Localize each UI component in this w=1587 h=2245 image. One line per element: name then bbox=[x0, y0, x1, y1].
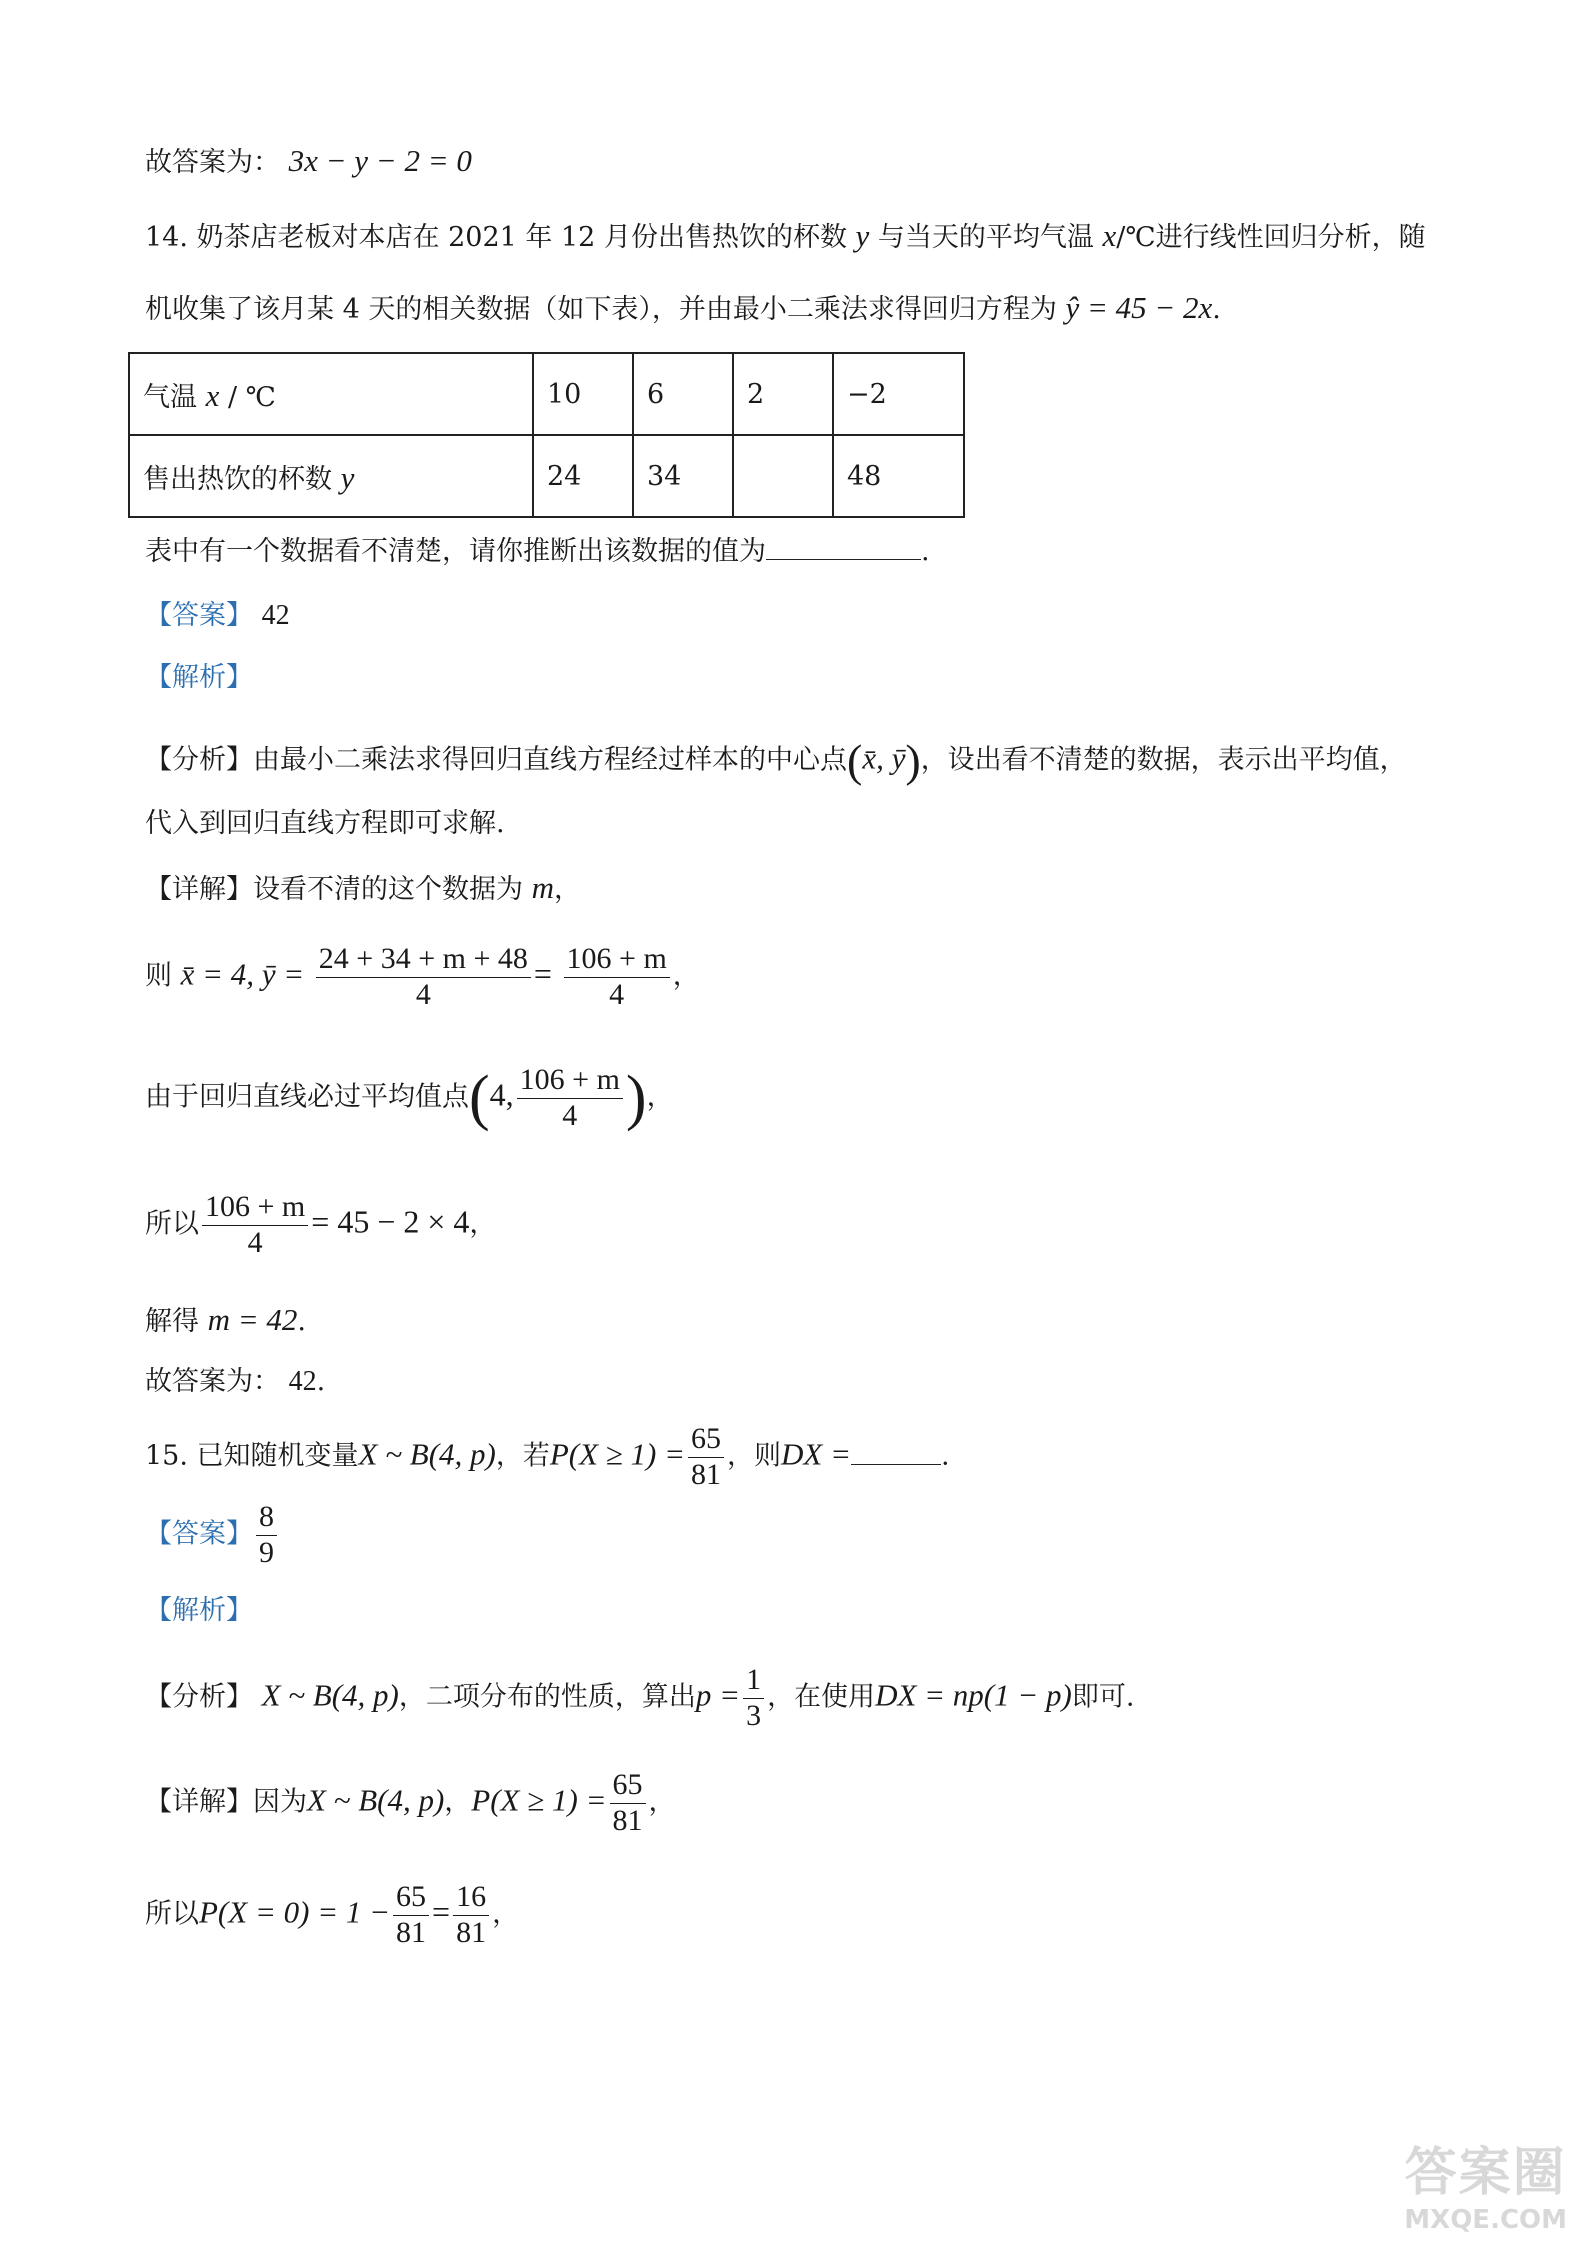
watermark-logo: 答案圈 MXQE.COM bbox=[1404, 2143, 1567, 2235]
table-cell: 34 bbox=[633, 435, 733, 517]
fraction: $\frac{65}{81}$ bbox=[610, 1768, 646, 1838]
xiangjie-label: 【详解】 bbox=[145, 874, 253, 905]
fraction: $\frac{16}{81}$ bbox=[453, 1880, 489, 1950]
table-cell: 10 bbox=[533, 353, 633, 435]
fenxi-label: 【分析】 bbox=[145, 744, 253, 776]
prev-answer-label: 故答案为： bbox=[145, 147, 280, 178]
answer-tag: 【答案】 bbox=[145, 600, 253, 631]
table-cell bbox=[733, 435, 833, 517]
q14-fenxi-line-1: 【分析】由最小二乘法求得回归直线方程经过样本的中心点(x̄, ȳ)，设出看不清楚的数据，表示出平均值， bbox=[145, 735, 1407, 786]
table-cell: 24 bbox=[533, 435, 633, 517]
fraction: $\frac{1}{3}$ bbox=[743, 1663, 764, 1733]
q14-mean-line: 则 x̄ = 4, ȳ = $\frac{24 + 34 + m + 48}{4}$ = $\frac{106 + m}{4}$ ， bbox=[145, 942, 700, 1011]
prev-answer-expr: 3x − y − 2 = 0 bbox=[288, 143, 472, 178]
q14-text-d: 机收集了该月某 4 天的相关数据（如下表），并由最小二乘法求得回归方程为 bbox=[145, 294, 1057, 325]
q14-line-2: 机收集了该月某 4 天的相关数据（如下表），并由最小二乘法求得回归方程为 ŷ = 45 − 2x. bbox=[145, 290, 1221, 325]
answer-blank bbox=[766, 559, 921, 560]
fraction: $\frac{8}{9}$ bbox=[256, 1500, 277, 1570]
q15-fenxi-line: 【分析】 X ~ B(4, p)，二项分布的性质，算出p = $\frac{1}{3}$ ，在使用DX = np(1 − p)即可. bbox=[145, 1663, 1135, 1732]
table-row-label: 售出热饮的杯数 y bbox=[129, 435, 533, 517]
q14-data-table bbox=[128, 352, 965, 518]
fraction: $\frac{24 + 34 + m + 48}{4}$ bbox=[316, 942, 531, 1012]
q14-after-table: 表中有一个数据看不清楚，请你推断出该数据的值为 . bbox=[145, 536, 930, 567]
prev-answer-line bbox=[145, 145, 472, 176]
q14-answer: 42 bbox=[261, 600, 290, 631]
q15-analysis-tag: 【解析】 bbox=[145, 1595, 253, 1626]
table-row bbox=[129, 435, 964, 517]
table-cell: 48 bbox=[833, 435, 964, 517]
q15-answer-line bbox=[145, 1500, 280, 1570]
q14-var-y: y bbox=[855, 218, 870, 253]
q14-final-line: 故答案为： 42. bbox=[145, 1366, 326, 1397]
q14-number: 14. bbox=[145, 222, 188, 253]
q14-fenxi-line-2: 代入到回归直线方程即可求解. bbox=[145, 808, 505, 839]
q14-var-x: x bbox=[1102, 218, 1117, 253]
q14-text-b: 与当天的平均气温 bbox=[877, 222, 1094, 253]
answer-tag: 【答案】 bbox=[145, 1518, 253, 1550]
fraction: $\frac{106 + m}{4}$ bbox=[202, 1190, 308, 1260]
fraction: $\frac{106 + m}{4}$ bbox=[517, 1063, 623, 1133]
table-cell: −2 bbox=[833, 353, 964, 435]
q14-analysis-tag: 【解析】 bbox=[145, 662, 253, 693]
q15-line: 15. 已知随机变量X ~ B(4, p)，若P(X ≥ 1) = $\frac{65}{81}$ ，则DX = . bbox=[145, 1422, 950, 1491]
q14-text-c: /℃进行线性回归分析，随 bbox=[1116, 222, 1426, 253]
answer-blank bbox=[851, 1464, 941, 1465]
table-row-label: 气温 x / ℃ bbox=[129, 353, 533, 435]
q14-jiede-line: 解得 m = 42. bbox=[145, 1302, 306, 1337]
fraction: $\frac{106 + m}{4}$ bbox=[564, 942, 670, 1012]
q14-text-a: 奶茶店老板对本店在 2021 年 12 月份出售热饮的杯数 bbox=[196, 222, 847, 253]
fraction: $\frac{65}{81}$ bbox=[688, 1422, 724, 1492]
fenxi-label: 【分析】 bbox=[145, 1681, 253, 1713]
xiangjie-label: 【详解】 bbox=[145, 1786, 253, 1818]
table-row bbox=[129, 353, 964, 435]
fraction: $\frac{65}{81}$ bbox=[393, 1880, 429, 1950]
q15-suoyi-line: 所以P(X = 0) = 1 − $\frac{65}{81}$ = $\frac{16}{81}$ ， bbox=[145, 1880, 520, 1949]
q14-line-1 bbox=[145, 220, 1426, 251]
q15-xiangjie-line: 【详解】因为X ~ B(4, p)，P(X ≥ 1) = $\frac{65}{81}$ ， bbox=[145, 1768, 676, 1837]
q15-number: 15. bbox=[145, 1440, 188, 1472]
q14-regression: ŷ = 45 − 2x bbox=[1065, 290, 1213, 325]
q14-youyu-line: 由于回归直线必过平均值点(4, $\frac{106 + m}{4}$ )， bbox=[145, 1063, 674, 1132]
q14-answer-line bbox=[145, 602, 290, 630]
table-cell: 6 bbox=[633, 353, 733, 435]
table-cell: 2 bbox=[733, 353, 833, 435]
q14-xiangjie-line: 【详解】设看不清的这个数据为 m， bbox=[145, 870, 581, 905]
q14-suoyi-line: 所以 $\frac{106 + m}{4}$ = 45 − 2 × 4， bbox=[145, 1190, 497, 1259]
